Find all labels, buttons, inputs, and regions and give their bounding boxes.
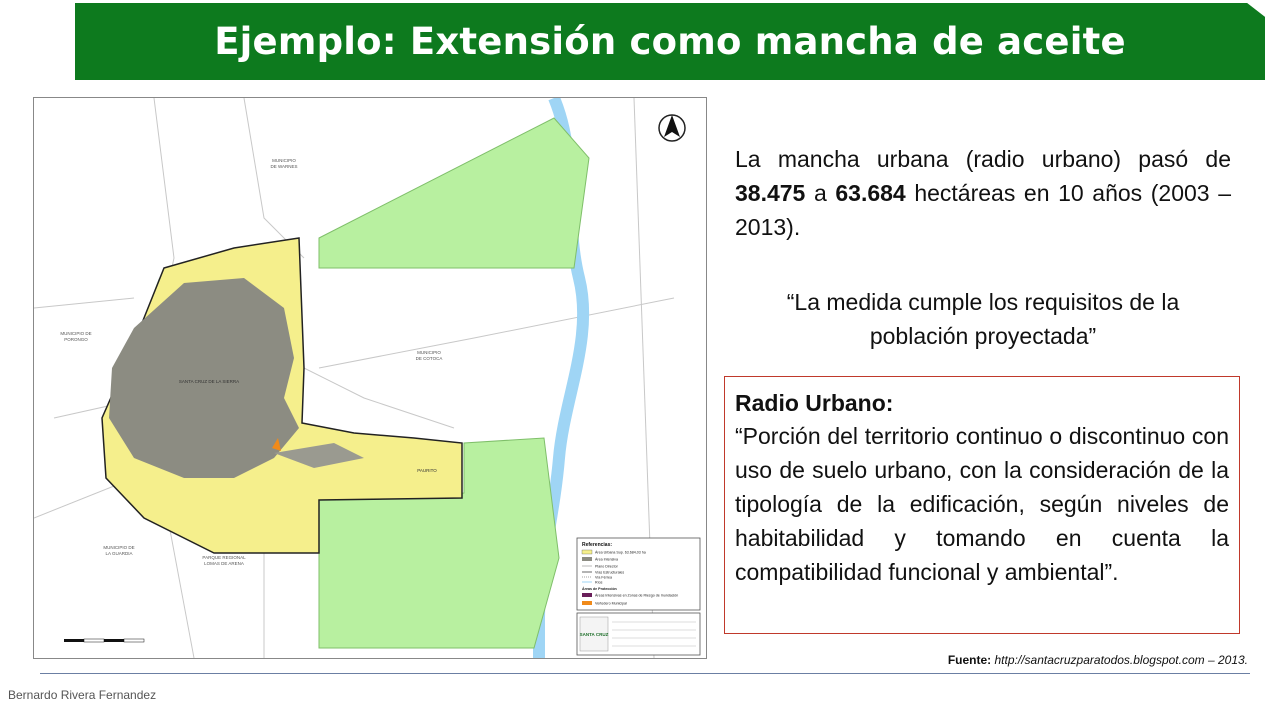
north-arrow-icon [659,115,685,141]
map-title-block [577,613,700,655]
label-la-guardia-2: LA GUARDIA [105,551,133,556]
label-la-guardia-1: MUNICIPIO DE [103,545,135,550]
label-warnes-1: MUNICIPIO [272,158,296,163]
legend-item-5: Vía Férrea [595,575,612,580]
legend-item-8: Áreas Intensivas en Zonas de Riesgo de Inundación [595,593,679,598]
intensive-area [109,278,299,478]
legend-item-1: Área Urbana Sup. 63.684,03 ha [595,550,646,555]
label-porongo-2: PORONGO [64,337,88,342]
value-2013: 63.684 [835,180,906,206]
label-porongo-1: MUNICIPIO DE [60,331,92,336]
label-cotoca-1: MUNICIPIO [417,350,441,355]
legend-item-4: Vías Estructurales [595,570,625,575]
source-label: Fuente: [947,653,992,667]
municipal-logo: SANTA CRUZ [579,632,609,637]
protection-area-north [319,118,589,268]
label-cotoca-2: DE COTOCA [415,356,443,361]
slide-title: Ejemplo: Extensión como mancha de aceite [214,20,1126,63]
legend-item-3: Plano Director [595,564,618,569]
legend-item-7: Áreas de Protección [582,587,617,591]
label-warnes-2: DE WARNES [270,164,298,169]
map-legend [577,538,700,610]
intro-text-3: hectáreas en 10 años (2003 – 2013). [735,180,1231,240]
label-lomas-1: PARQUE REGIONAL [202,555,246,560]
footer-divider [40,673,1250,674]
label-lomas-2: LOMAS DE ARENA [204,561,244,566]
legend-item-9: Vertedero Municipal [595,601,627,606]
source-citation [948,653,1248,667]
intro-text-2: a [805,180,836,206]
value-2003: 38.475 [735,180,806,206]
legend-item-2: Área Intensiva [595,557,618,562]
source-url: http://santacruzparatodos.blogspot.com – 2013. [991,653,1248,667]
definition-box [724,376,1240,634]
footer-author: Bernardo Rivera Fernandez [8,688,157,702]
quote-text: “La medida cumple los requisitos de la población proyectada” [786,289,1180,349]
scale-bar [64,639,144,642]
intro-text-1: La mancha urbana (radio urbano) pasó de [735,146,1231,172]
definition-text: “Porción del territorio continuo o discontinuo con uso de suelo urbano, con la consideración de la tipología de la edificación, según niveles de habitabilidad y tomando en cuenta la compatibilidad funcional y ambiental”. [735,423,1229,585]
label-santa-cruz: SANTA CRUZ DE LA SIERRA [178,379,240,384]
intro-paragraph [735,142,1231,244]
legend-title: Referencias: [582,542,613,548]
definition-title: Radio Urbano: [735,390,894,416]
map-drawing [34,98,706,658]
urban-radius-map [33,97,707,659]
legend-item-6: Ríos [595,580,603,585]
label-paurito: PAURITO [417,468,437,473]
